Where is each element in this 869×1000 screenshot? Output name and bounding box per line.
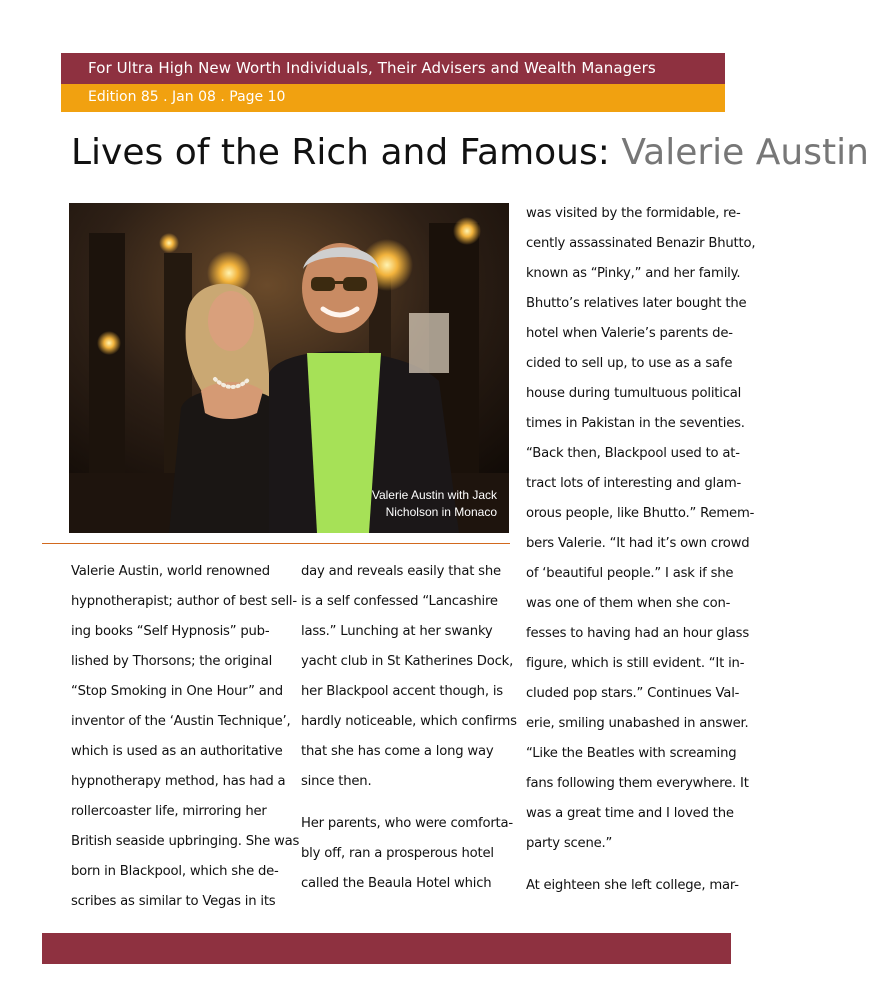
text-line: fesses to having had an hour glass — [526, 626, 750, 641]
text-line: inventor of the ‘Austin Technique’, — [71, 714, 291, 729]
edition-info: Edition 85 . Jan 08 . Page 10 — [88, 89, 286, 105]
text-line: that she has come a long way — [301, 744, 494, 759]
text-line: Valerie Austin, world renowned — [71, 564, 270, 579]
photo-caption — [327, 487, 497, 521]
text-line: Her parents, who were comforta- — [301, 816, 513, 831]
text-line: was a great time and I loved the — [526, 806, 734, 821]
text-line: tract lots of interesting and glam- — [526, 476, 742, 491]
photo-illustration — [69, 203, 509, 533]
text-line: orous people, like Bhutto.” Remem- — [526, 506, 755, 521]
text-line: known as “Pinky,” and her family. — [526, 266, 741, 281]
edition-band — [61, 84, 725, 112]
text-line: British seaside upbringing. She was — [71, 834, 300, 849]
text-line: “Stop Smoking in One Hour” and — [71, 684, 283, 699]
text-line: yacht club in St Katherines Dock, — [301, 654, 514, 669]
text-line: At eighteen she left college, mar- — [526, 878, 739, 893]
article-column-3 — [526, 199, 756, 901]
text-line: called the Beaula Hotel which — [301, 876, 492, 891]
text-line: hypnotherapist; author of best sell- — [71, 594, 297, 609]
text-line: cluded pop stars.” Continues Val- — [526, 686, 740, 701]
text-line: is a self confessed “Lancashire — [301, 594, 498, 609]
article-photo — [69, 203, 509, 533]
text-line: hotel when Valerie’s parents de- — [526, 326, 733, 341]
text-line: house during tumultuous political — [526, 386, 742, 401]
text-line: rollercoaster life, mirroring her — [71, 804, 267, 819]
text-line: was one of them when she con- — [526, 596, 731, 611]
text-line: lass.” Lunching at her swanky — [301, 624, 493, 639]
text-line: lished by Thorsons; the original — [71, 654, 273, 669]
text-line: bly off, ran a prosperous hotel — [301, 846, 494, 861]
text-line: was visited by the formidable, re- — [526, 206, 741, 221]
text-line: of ‘beautiful people.” I ask if she — [526, 566, 734, 581]
caption-line-1: Valerie Austin with Jack — [371, 488, 497, 502]
text-line: born in Blackpool, which she de- — [71, 864, 279, 879]
divider-rule — [42, 543, 510, 544]
article-column-1 — [71, 557, 300, 917]
text-line: “Back then, Blackpool used to at- — [526, 446, 740, 461]
title-name: Valerie Austin — [621, 132, 869, 173]
text-line: fans following them everywhere. It — [526, 776, 749, 791]
text-line: figure, which is still evident. “It in- — [526, 656, 745, 671]
title-prefix: Lives of the Rich and Famous: — [71, 132, 622, 173]
text-line: ing books “Self Hypnosis” pub- — [71, 624, 270, 639]
paragraph-gap — [526, 859, 726, 871]
caption-line-2: Nicholson in Monaco — [385, 505, 497, 519]
text-line: party scene.” — [526, 836, 613, 851]
text-line: cently assassinated Benazir Bhutto, — [526, 236, 756, 251]
text-line: Bhutto’s relatives later bought the — [526, 296, 747, 311]
masthead-tagline-band — [61, 53, 725, 84]
text-line: hypnotherapy method, has had a — [71, 774, 286, 789]
masthead-tagline: For Ultra High New Worth Individuals, Their Advisers and Wealth Managers — [88, 59, 656, 77]
text-line: scribes as similar to Vegas in its — [71, 894, 276, 909]
text-line: hardly noticeable, which confirms — [301, 714, 517, 729]
text-line: cided to sell up, to use as a safe — [526, 356, 733, 371]
text-line: bers Valerie. “It had it’s own crowd — [526, 536, 750, 551]
text-line: since then. — [301, 774, 372, 789]
text-line: erie, smiling unabashed in answer. — [526, 716, 749, 731]
page-title — [71, 128, 869, 178]
text-line: “Like the Beatles with screaming — [526, 746, 737, 761]
text-line: day and reveals easily that she — [301, 564, 501, 579]
article-column-2 — [301, 557, 517, 899]
footer-band — [42, 933, 731, 964]
text-line: times in Pakistan in the seventies. — [526, 416, 745, 431]
text-line: which is used as an authoritative — [71, 744, 283, 759]
paragraph-gap — [301, 797, 496, 809]
text-line: her Blackpool accent though, is — [301, 684, 503, 699]
